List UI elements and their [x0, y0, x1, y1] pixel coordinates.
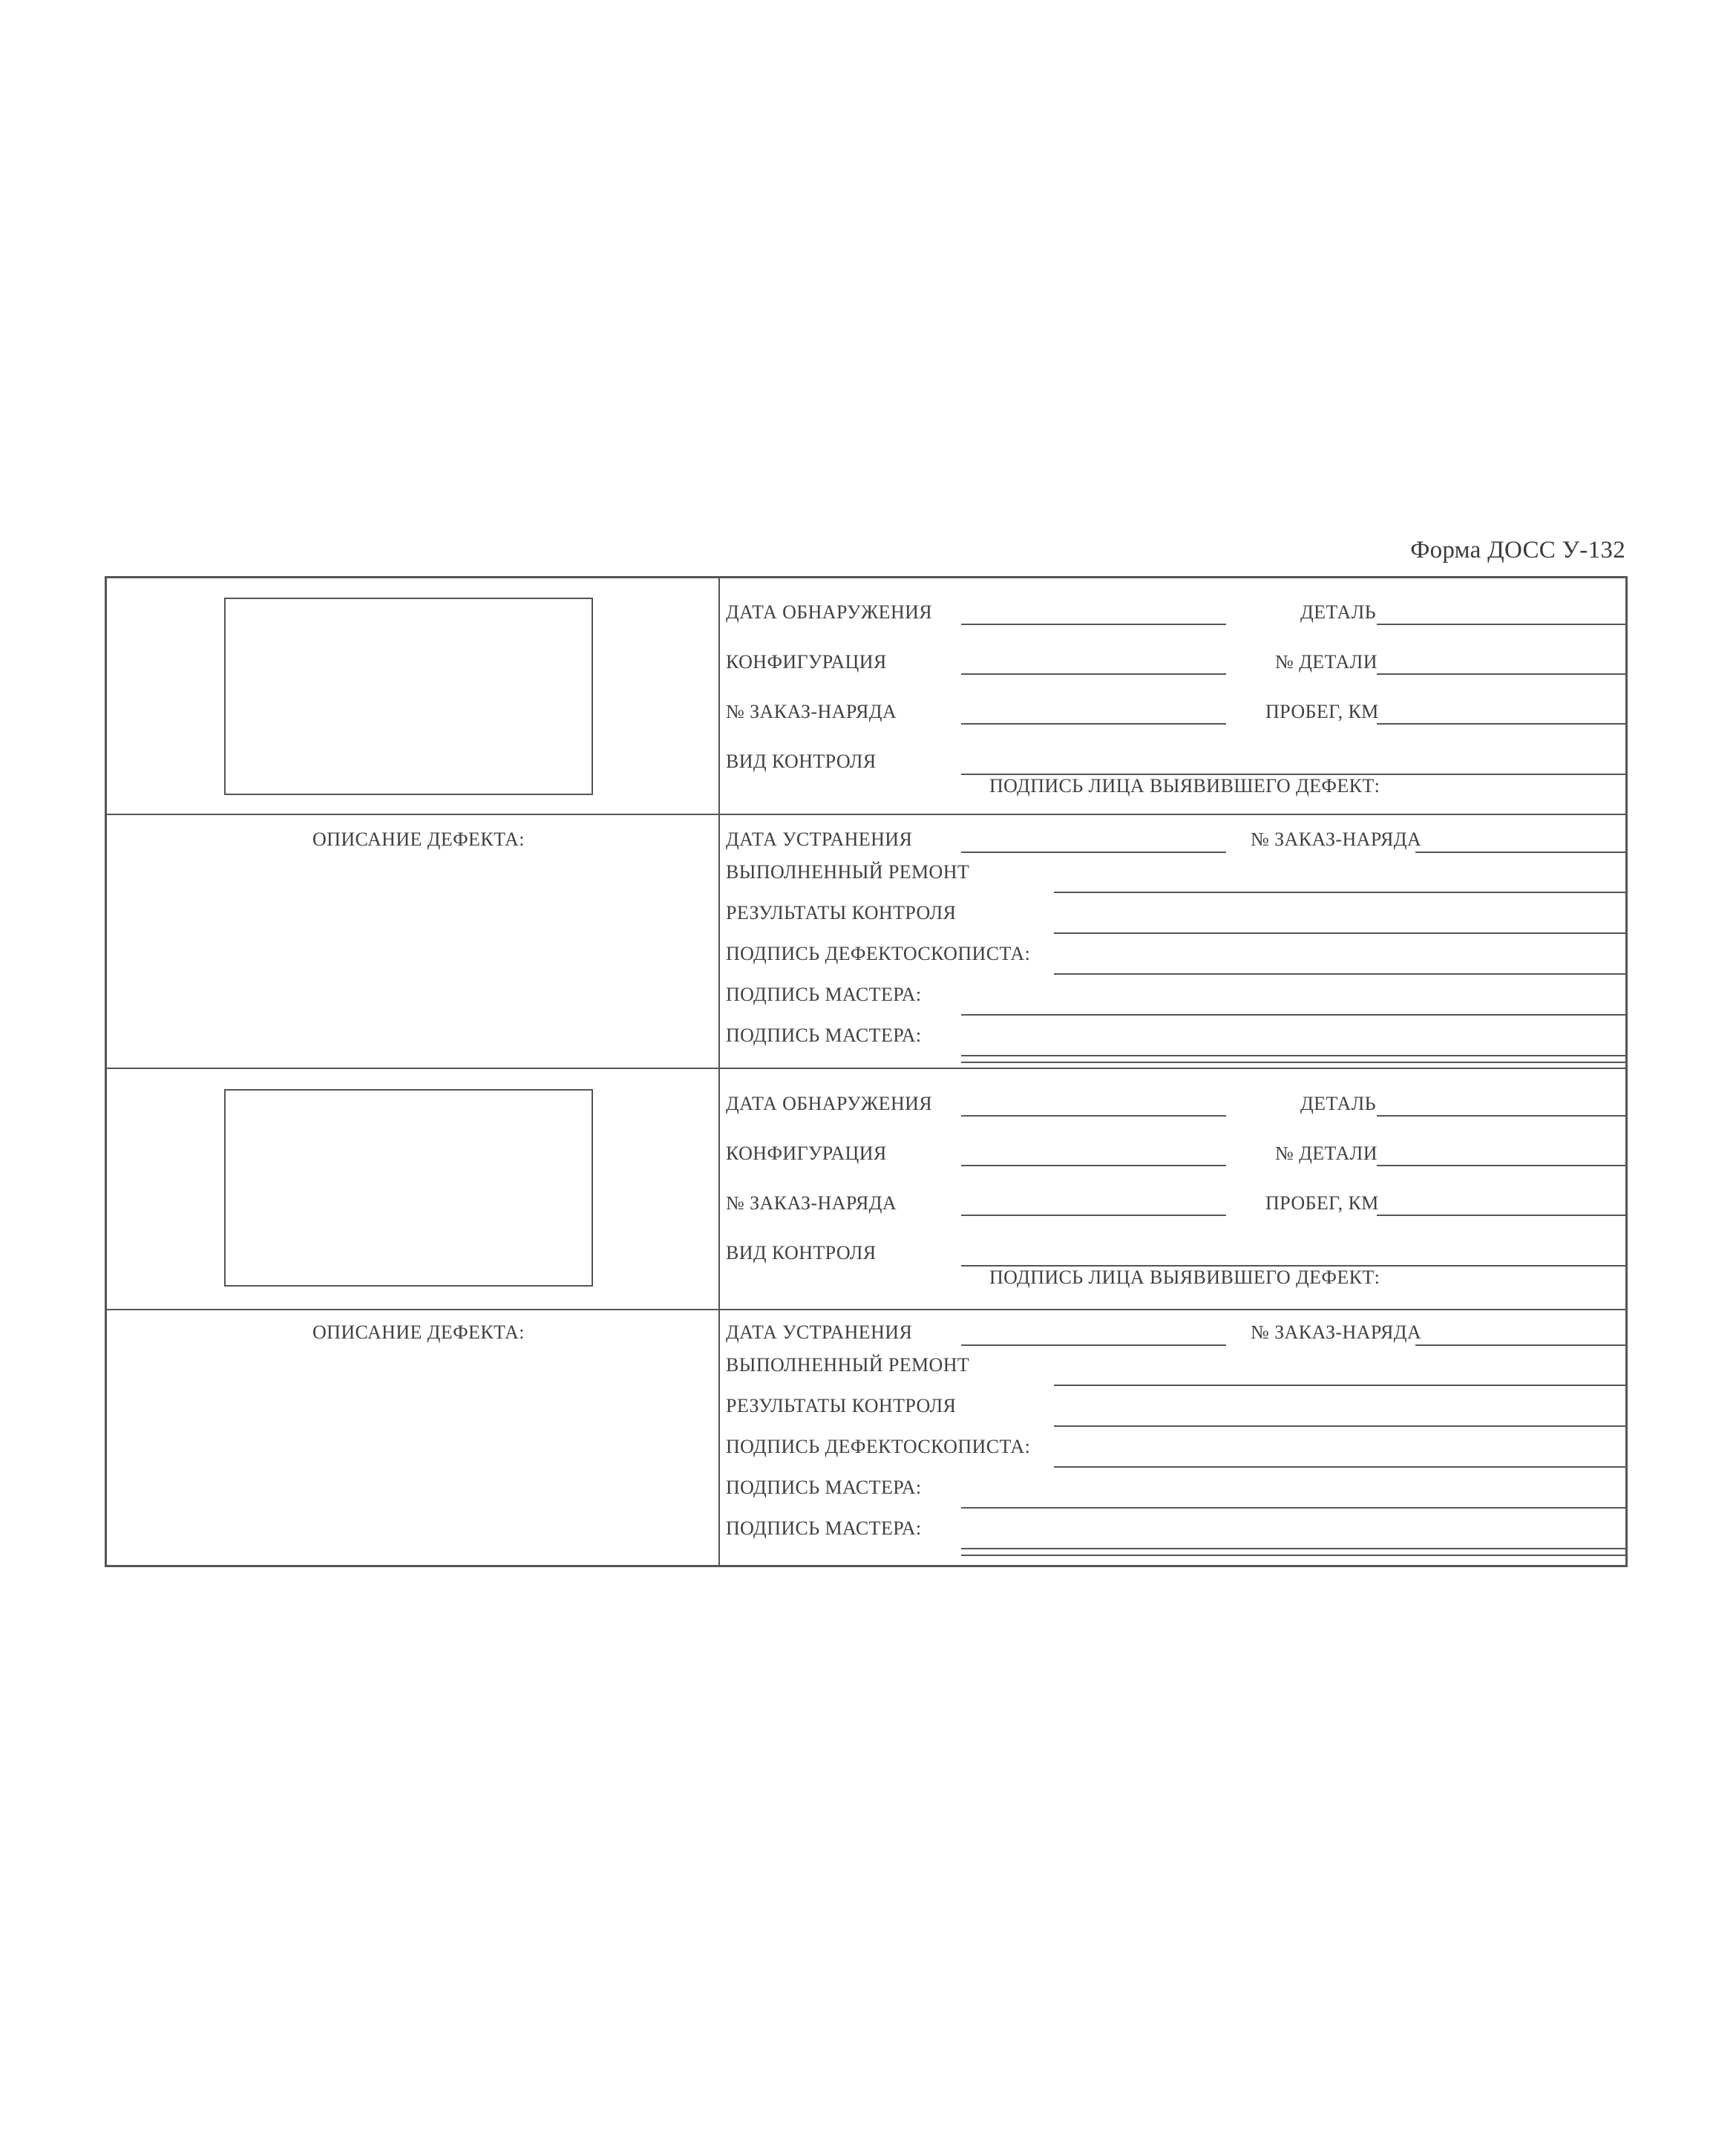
configuration-label: КОНФИГУРАЦИЯ [726, 651, 887, 673]
master-signature-label: ПОДПИСЬ МАСТЕРА: [726, 984, 922, 1005]
repair-work-order-field[interactable] [1415, 852, 1625, 853]
master-signature-field[interactable] [961, 1507, 1625, 1509]
card-bottom-rule [961, 1555, 1625, 1556]
part-no-field[interactable] [1377, 673, 1625, 675]
control-results-field[interactable] [1054, 932, 1625, 934]
finder-signature-label: ПОДПИСЬ ЛИЦА ВЫЯВИВШЕГО ДЕФЕКТ: [989, 775, 1380, 797]
part-label: ДЕТАЛЬ [1300, 1093, 1376, 1114]
repair-done-label: ВЫПОЛНЕННЫЙ РЕМОНТ [726, 861, 970, 883]
part-no-label: № ДЕТАЛИ [1275, 651, 1378, 673]
work-order-field[interactable] [961, 1215, 1226, 1216]
defect-description-label: ОПИСАНИЕ ДЕФЕКТА: [312, 828, 525, 850]
photo-box[interactable] [224, 598, 593, 795]
defect-description-area[interactable] [107, 854, 717, 1065]
control-results-field[interactable] [1054, 1425, 1625, 1427]
work-order-label: № ЗАКАЗ-НАРЯДА [726, 701, 897, 722]
photo-box[interactable] [224, 1089, 593, 1287]
inspector-signature-label: ПОДПИСЬ ДЕФЕКТОСКОПИСТА: [726, 943, 1031, 964]
repair-done-label: ВЫПОЛНЕННЫЙ РЕМОНТ [726, 1354, 970, 1376]
work-order-label: № ЗАКАЗ-НАРЯДА [726, 1192, 897, 1214]
defect-description-label: ОПИСАНИЕ ДЕФЕКТА: [312, 1321, 525, 1343]
inspector-signature-field[interactable] [1054, 1466, 1625, 1468]
date-fixed-field[interactable] [961, 1344, 1226, 1346]
mileage-field[interactable] [1377, 723, 1625, 725]
section-divider [105, 814, 1628, 815]
part-label: ДЕТАЛЬ [1300, 601, 1376, 623]
date-found-field[interactable] [961, 1115, 1226, 1117]
master-signature-label: ПОДПИСЬ МАСТЕРА: [726, 1477, 922, 1498]
card-bottom-rule [961, 1062, 1625, 1063]
repair-work-order-field[interactable] [1415, 1344, 1625, 1346]
master-signature-field[interactable] [961, 1014, 1625, 1016]
part-field[interactable] [1377, 1115, 1625, 1117]
part-no-field[interactable] [1377, 1165, 1625, 1166]
mileage-label: ПРОБЕГ, КМ [1265, 1192, 1379, 1214]
configuration-field[interactable] [961, 673, 1226, 675]
control-results-label: РЕЗУЛЬТАТЫ КОНТРОЛЯ [726, 1395, 957, 1416]
configuration-field[interactable] [961, 1165, 1226, 1166]
configuration-label: КОНФИГУРАЦИЯ [726, 1143, 887, 1164]
date-fixed-label: ДАТА УСТРАНЕНИЯ [726, 828, 913, 850]
mileage-label: ПРОБЕГ, КМ [1265, 701, 1379, 722]
date-found-field[interactable] [961, 624, 1226, 625]
master-signature-label: ПОДПИСЬ МАСТЕРА: [726, 1517, 922, 1539]
control-results-label: РЕЗУЛЬТАТЫ КОНТРОЛЯ [726, 902, 957, 924]
master-signature-label: ПОДПИСЬ МАСТЕРА: [726, 1024, 922, 1046]
date-fixed-field[interactable] [961, 852, 1226, 853]
mileage-field[interactable] [1377, 1215, 1625, 1216]
part-no-label: № ДЕТАЛИ [1275, 1143, 1378, 1164]
repair-work-order-label: № ЗАКАЗ-НАРЯДА [1251, 1321, 1422, 1343]
defect-description-area[interactable] [107, 1347, 717, 1564]
form-title: Форма ДОСС У-132 [1410, 537, 1625, 563]
master-signature-field[interactable] [961, 1055, 1625, 1056]
work-order-field[interactable] [961, 723, 1226, 725]
master-signature-field[interactable] [961, 1548, 1625, 1549]
column-divider [718, 576, 720, 1567]
part-field[interactable] [1377, 624, 1625, 625]
section-divider [105, 1068, 1628, 1069]
repair-done-field[interactable] [1054, 892, 1625, 893]
control-type-label: ВИД КОНТРОЛЯ [726, 751, 877, 772]
inspector-signature-label: ПОДПИСЬ ДЕФЕКТОСКОПИСТА: [726, 1436, 1031, 1457]
repair-work-order-label: № ЗАКАЗ-НАРЯДА [1251, 828, 1422, 850]
section-divider [105, 1309, 1628, 1310]
control-type-label: ВИД КОНТРОЛЯ [726, 1242, 877, 1264]
date-found-label: ДАТА ОБНАРУЖЕНИЯ [726, 1093, 933, 1114]
repair-done-field[interactable] [1054, 1385, 1625, 1386]
date-found-label: ДАТА ОБНАРУЖЕНИЯ [726, 601, 933, 623]
date-fixed-label: ДАТА УСТРАНЕНИЯ [726, 1321, 913, 1343]
inspector-signature-field[interactable] [1054, 973, 1625, 975]
finder-signature-label: ПОДПИСЬ ЛИЦА ВЫЯВИВШЕГО ДЕФЕКТ: [989, 1267, 1380, 1288]
